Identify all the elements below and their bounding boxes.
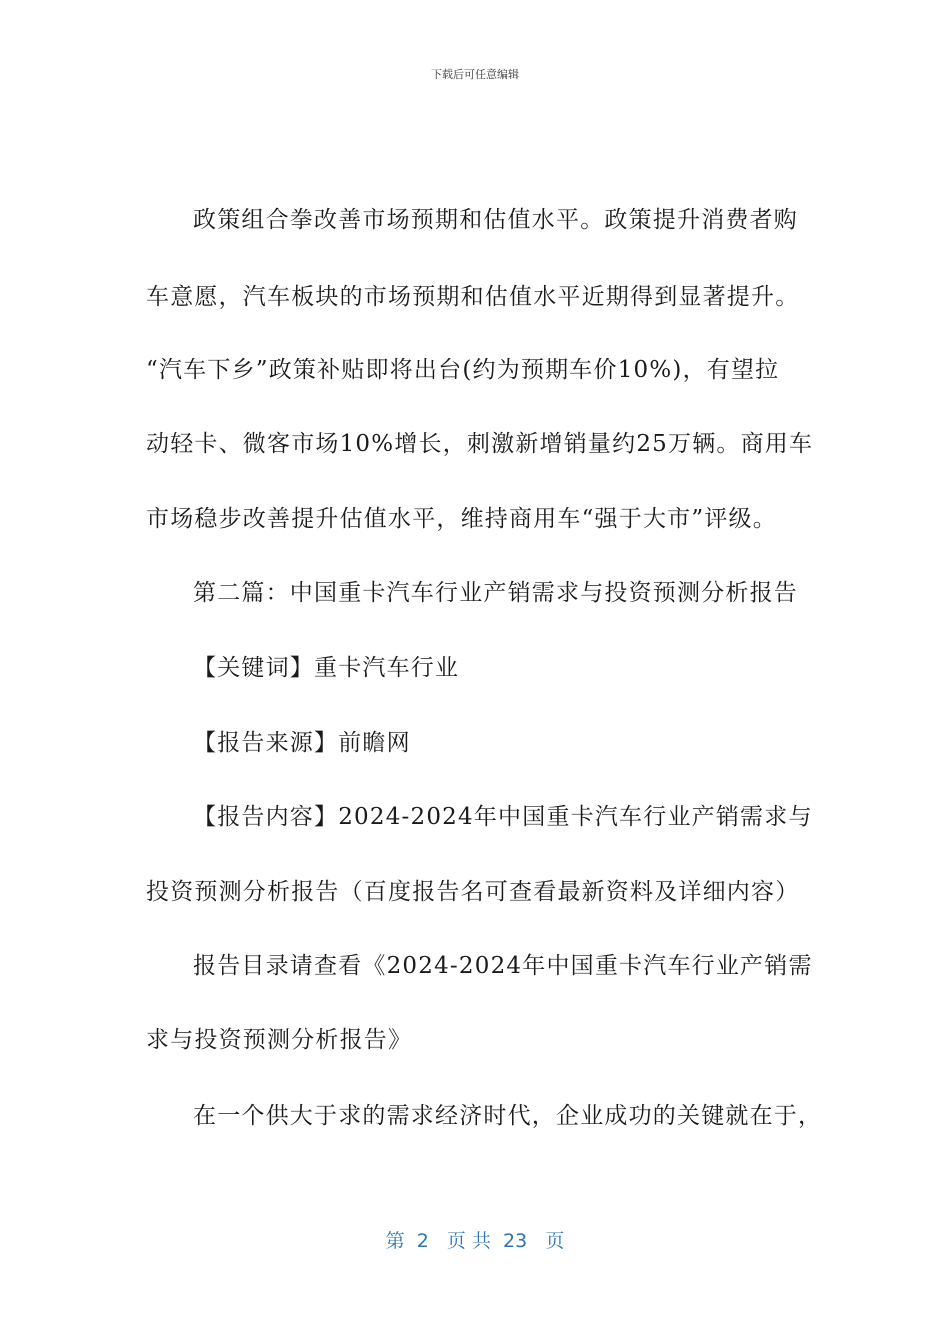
- paragraph-line: 报告目录请查看《2024-2024年中国重卡汽车行业产销需: [193, 953, 813, 979]
- page-header-note: 下载后可任意编辑: [431, 68, 519, 81]
- paragraph-line: 动轻卡、微客市场10%增长，刺激新增销量约25万辆。商用车: [146, 431, 814, 457]
- source-line: 【报告来源】前瞻网: [193, 730, 411, 756]
- section-title: 第二篇：中国重卡汽车行业产销需求与投资预测分析报告: [193, 580, 798, 606]
- paragraph-line: 求与投资预测分析报告》: [146, 1027, 413, 1053]
- keywords-line: 【关键词】重卡汽车行业: [193, 655, 460, 681]
- page-number-footer: 第 2 页 共 23 页: [385, 1230, 565, 1252]
- paragraph-line: 在一个供大于求的需求经济时代，企业成功的关键就在于，: [193, 1103, 823, 1129]
- paragraph-line: 政策组合拳改善市场预期和估值水平。政策提升消费者购: [193, 207, 798, 233]
- paragraph-line: 投资预测分析报告（百度报告名可查看最新资料及详细内容）: [146, 879, 800, 905]
- paragraph-line: 【报告内容】2024-2024年中国重卡汽车行业产销需求与: [193, 804, 813, 830]
- paragraph-line: 市场稳步改善提升估值水平，维持商用车“强于大市”评级。: [146, 506, 777, 532]
- paragraph-line: “汽车下乡”政策补贴即将出台(约为预期车价10%)，有望拉: [146, 357, 780, 383]
- paragraph-line: 车意愿，汽车板块的市场预期和估值水平近期得到显著提升。: [146, 284, 800, 310]
